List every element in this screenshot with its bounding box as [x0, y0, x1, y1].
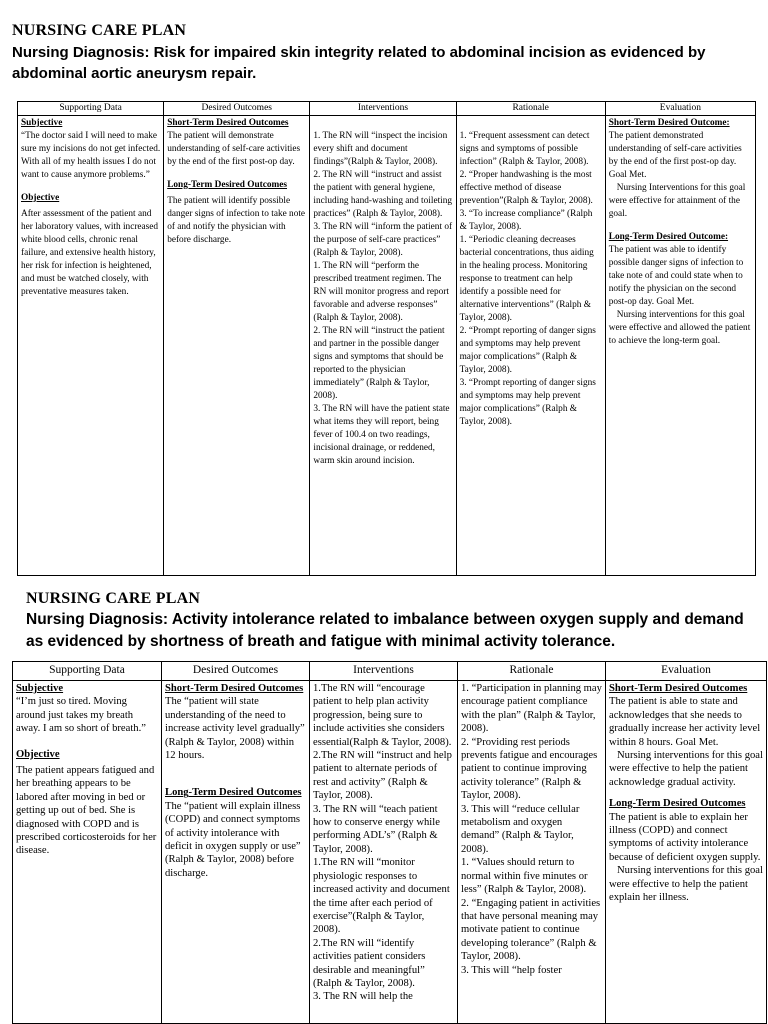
- objective-text: The patient appears fatigued and her breathing appears to be labored after moving in bed or getting up out of bed. She is diagnosed with COPD and is prescribed corticosteroids for her disease.: [16, 765, 157, 857]
- column-header: Interventions: [310, 102, 456, 116]
- column-header: Supporting Data: [18, 102, 164, 116]
- objective-heading: Objective: [16, 748, 60, 760]
- intervention-item: 3. The RN will have the patient state what items they will report, being fever of 100.4 on two readings, incisional drainage, or reddened, warm skin around incision.: [313, 404, 450, 466]
- care-plan-1-title: NURSING CARE PLAN: [12, 22, 187, 39]
- column-header: Supporting Data: [13, 662, 162, 681]
- long-term-evaluation-heading: Long-Term Desired Outcomes: [609, 798, 746, 810]
- rationale-content: [461, 682, 602, 1017]
- interventions-cell: [310, 681, 458, 1024]
- column-header: Rationale: [458, 662, 606, 681]
- rationale-cell: [456, 116, 605, 576]
- objective-text: After assessment of the patient and her laboratory values, with increased white blood cells, chronic renal failure, and extensive health history, her risk for infection is heightened, and must be watched closely, with preventative measures taken.: [21, 209, 159, 297]
- rationale-item: 1. “Periodic cleaning decreases bacterial concentrations, thus aiding in the healing process. Monitoring response to treatment can help identify a possible need for alternative interventions” (Ralph & Taylor, 2008).: [459, 235, 594, 323]
- care-plan-1-table: [17, 101, 756, 576]
- rationale-item: 3. This will “help foster: [461, 964, 562, 976]
- desired-outcomes-cell: [164, 116, 310, 576]
- intervention-item: 3. The RN will “inform the patient of the purpose of self-care practices” (Ralph & Taylor, 2008).: [313, 222, 453, 258]
- rationale-item: 2. “Prompt reporting of danger signs and symptoms may help prevent major complications” (Ralph & Taylor, 2008).: [459, 326, 596, 375]
- care-plan-1-diagnosis: Nursing Diagnosis: Risk for impaired skin integrity related to abdominal incision as evidenced by abdominal aortic aneurysm repair.: [12, 44, 706, 82]
- subjective-text: “I’m just so tired. Moving around just takes my breath away. I am so short of breath.”: [16, 696, 146, 735]
- care-plan-2-diagnosis: Nursing Diagnosis: Activity intolerance related to imbalance between oxygen supply and demand as evidenced by shortness of breath and fatigue with minimal activity tolerance.: [26, 611, 744, 650]
- interventions-content: [313, 682, 454, 1017]
- table-header-row: [18, 102, 756, 116]
- objective-heading: Objective: [21, 193, 60, 203]
- column-header: Desired Outcomes: [164, 102, 310, 116]
- intervention-item: 2.The RN will “instruct and help patient to alternate periods of rest and activity” (Ralph & Taylor, 2008).: [313, 750, 452, 802]
- intervention-item: 2. The RN will “instruct the patient and partner in the possible danger signs and symptoms that should be reported to the physician immediately” (Ralph & Taylor, 2008).: [313, 326, 445, 401]
- subjective-heading: Subjective: [16, 683, 64, 694]
- intervention-item: 1.The RN will “monitor physiologic responses to increased activity and document the time after each period of exercise”(Ralph & Taylor, 2008).: [313, 857, 450, 936]
- column-header: Rationale: [456, 102, 605, 116]
- short-term-evaluation-note: Nursing Interventions for this goal were effective for attainment of the goal.: [608, 183, 746, 219]
- intervention-item: 3. The RN will “teach patient how to conserve energy while performing ADL’s” (Ralph & Taylor, 2008).: [313, 803, 440, 855]
- subjective-heading: Subjective: [21, 118, 63, 128]
- short-term-outcomes-heading: Short-Term Desired Outcomes: [165, 683, 304, 694]
- short-term-outcomes-text: The “patient will state understanding of the need to increase activity level gradually” (Ralph & Taylor, 2008) within 12 hours.: [165, 696, 305, 762]
- evaluation-cell: [606, 681, 767, 1024]
- column-header: Interventions: [310, 662, 458, 681]
- short-term-evaluation-heading: Short-Term Desired Outcome:: [608, 118, 730, 128]
- rationale-item: 1. “Frequent assessment can detect signs and symptoms of possible infection” (Ralph & Taylor, 2008).: [459, 131, 590, 167]
- table-header-row: [13, 662, 767, 681]
- short-term-evaluation-text: The patient demonstrated understanding of self-care activities by the end of the first post-op day. Goal Met.: [608, 131, 742, 180]
- intervention-item: 2.The RN will “identify activities patient considers desirable and meaningful” (Ralph & Taylor, 2008).: [313, 937, 426, 989]
- interventions-cell: [310, 116, 456, 576]
- care-plan-2-table: [12, 661, 767, 1024]
- long-term-outcomes-text: The patient will identify possible danger signs of infection to take note of and notify the physician with before discharge.: [167, 196, 306, 245]
- desired-outcomes-cell: [162, 681, 310, 1024]
- long-term-outcomes-text: The “patient will explain illness (COPD) and connect symptoms of activity intolerance with deficit in oxygen supply or use” (Ralph & Taylor, 2008) before discharge.: [165, 800, 301, 879]
- rationale-item: 2. “Providing rest periods prevents fatigue and encourages patient to continue improving activity tolerance” (Ralph & Taylor, 2008).: [461, 736, 598, 802]
- long-term-evaluation-heading: Long-Term Desired Outcome:: [608, 232, 729, 242]
- table-row: [13, 681, 767, 1024]
- intervention-item: 1. The RN will “inspect the incision every shift and document findings”(Ralph & Taylor, 2008).: [313, 131, 448, 167]
- short-term-outcomes-heading: Short-Term Desired Outcomes: [167, 118, 289, 128]
- short-term-evaluation-heading: Short-Term Desired Outcomes: [609, 683, 748, 694]
- intervention-item: 1.The RN will “encourage patient to help plan activity progression, being sure to include activities she considers essential(Ralph & Taylor, 2008).: [313, 683, 452, 748]
- short-term-evaluation-text: The patient is able to state and acknowledges that she needs to gradually increase her activity level within 8 hours. Goal Met.: [609, 696, 761, 748]
- column-header: Evaluation: [606, 662, 767, 681]
- rationale-item: 2. “Proper handwashing is the most effective method of disease prevention”(Ralph & Taylor, 2008).: [459, 170, 593, 206]
- intervention-item: 2. The RN will “instruct and assist the patient with general hygiene, including hand-washing and toileting practices” (Ralph & Taylor, 2008).: [313, 170, 453, 219]
- long-term-outcomes-heading: Long-Term Desired Outcomes: [167, 180, 288, 190]
- short-term-outcomes-text: The patient will demonstrate understanding of self-care activities by the end of the first post-op day.: [167, 131, 301, 167]
- care-plan-2-title: NURSING CARE PLAN: [26, 590, 201, 607]
- long-term-evaluation-text: The patient is able to explain her illness (COPD) and connect symptoms of activity intolerance because of deficient oxygen supply.: [609, 811, 761, 863]
- long-term-evaluation-text: The patient was able to identify possible danger signs of infection to take note of and could state when to notify the physician on the second post-op day. Goal Met.: [608, 245, 744, 307]
- intervention-item: 3. The RN will help the: [313, 991, 413, 1003]
- rationale-item: 1. “Participation in planning may encourage patient compliance with the plan” (Ralph & Taylor, 2008).: [461, 683, 602, 735]
- rationale-item: 2. “Engaging patient in activities that have personal meaning may motivate patient to continue developing tolerance” (Ralph & Taylor, 2008).: [461, 897, 601, 963]
- supporting-data-cell: [18, 116, 164, 576]
- long-term-evaluation-note: Nursing interventions for this goal were effective to help the patient explain her illness.: [609, 865, 763, 904]
- evaluation-cell: [605, 116, 755, 576]
- subjective-text: “The doctor said I will need to make sure my incisions do not get infected. With all of my health issues I do not want to cause anymore problems.”: [21, 131, 161, 180]
- rationale-item: 3. This will “reduce cellular metabolism and oxygen demand” (Ralph & Taylor, 2008).: [461, 803, 580, 855]
- intervention-item: 1. The RN will “perform the prescribed treatment regimen. The RN will monitor progress and report favorable and adverse responses” (Ralph & Taylor, 2008).: [313, 261, 449, 323]
- column-header: Evaluation: [605, 102, 755, 116]
- long-term-outcomes-heading: Long-Term Desired Outcomes: [165, 787, 302, 799]
- rationale-item: 3. “Prompt reporting of danger signs and symptoms may help prevent major complications” (Ralph & Taylor, 2008).: [459, 378, 596, 427]
- long-term-evaluation-note: Nursing interventions for this goal were effective and allowed the patient to achieve the long-term goal.: [608, 310, 751, 346]
- column-header: Desired Outcomes: [162, 662, 310, 681]
- supporting-data-cell: [13, 681, 162, 1024]
- table-row: [18, 116, 756, 576]
- rationale-cell: [458, 681, 606, 1024]
- rationale-item: 1. “Values should return to normal within five minutes or less” (Ralph & Taylor, 2008).: [461, 857, 588, 896]
- short-term-evaluation-note: Nursing interventions for this goal were effective to help the patient acknowledge gradual activity.: [609, 750, 763, 788]
- rationale-item: 3. “To increase compliance” (Ralph & Taylor, 2008).: [459, 209, 593, 232]
